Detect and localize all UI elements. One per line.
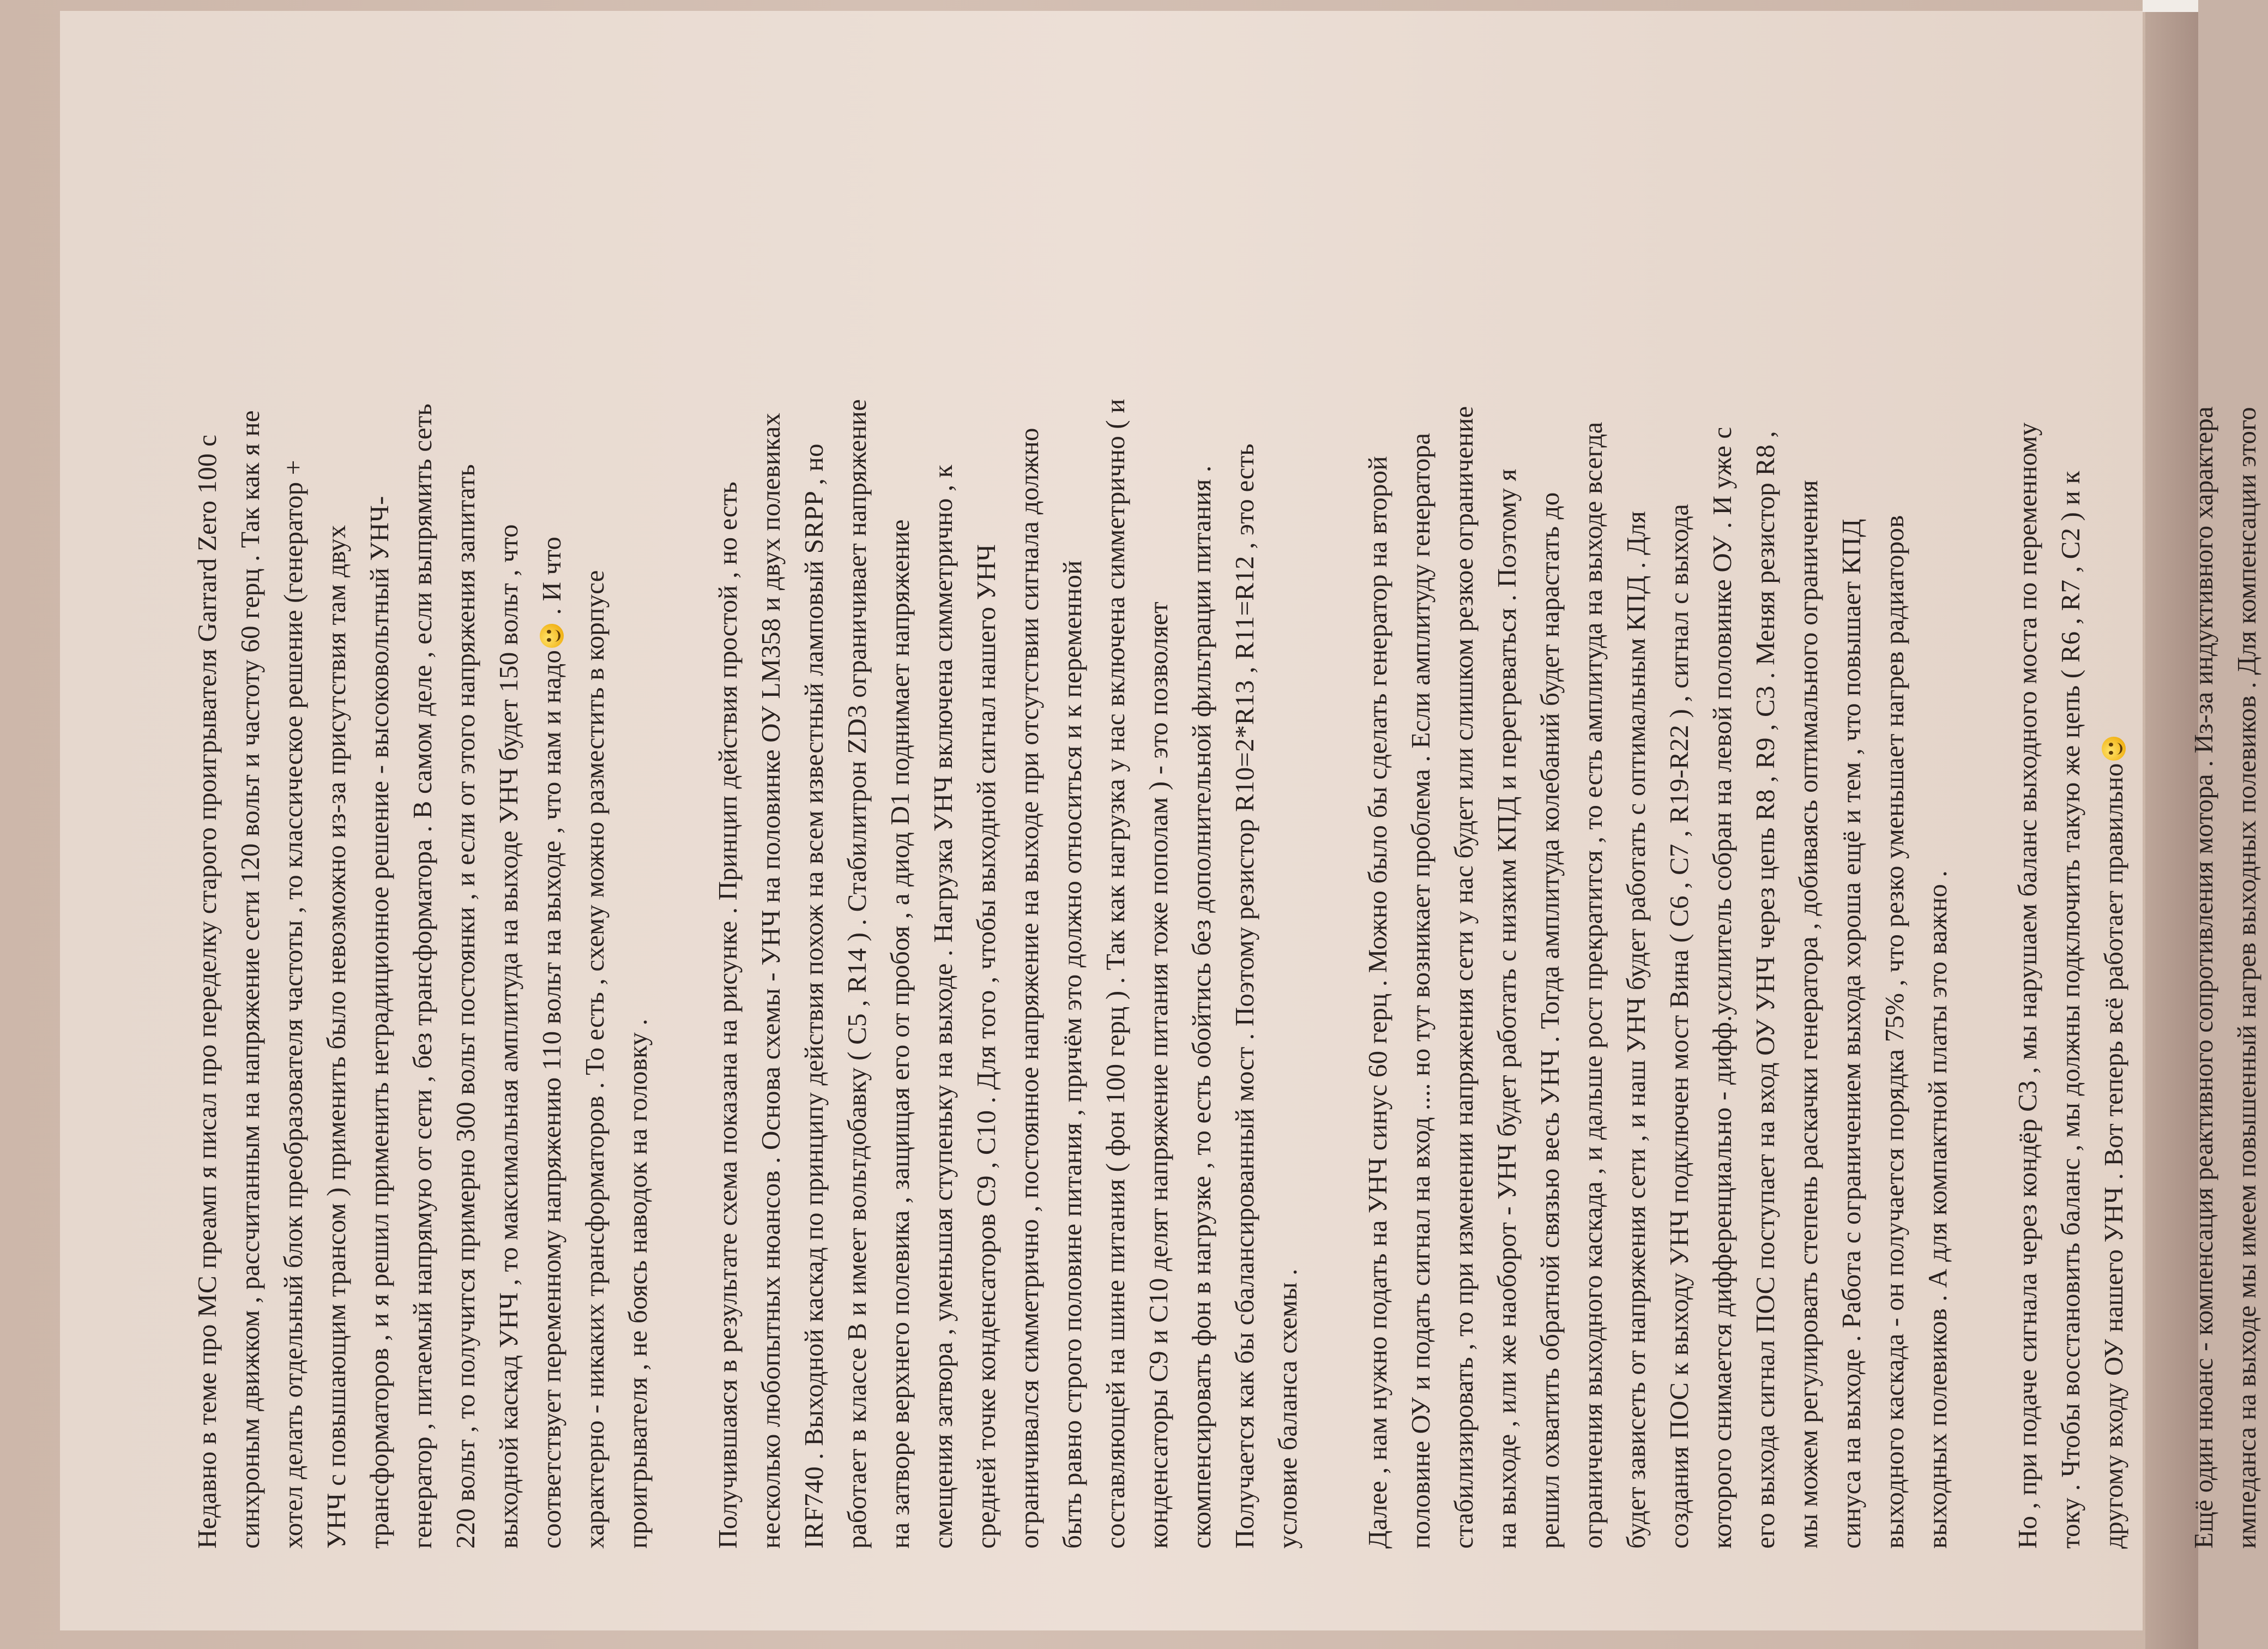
paragraph-4 (2006, 93, 2135, 1549)
document-page (60, 11, 2261, 1630)
paragraph-1-text: Недавно в теме про МС преамп я писал про переделку старого проигрывателя Garrard Zero 100 с синхроным движком , рассчитанным на напряжение сети 120 вольт и частоту 60 герц . Так как я не хотел делать отдельный блок преобразователя частоты , то классическое решение (генератор + УНЧ с повышающим трансом ) применить было невозможно из-за присутствия там двух трансформаторов , и я решил применить нетрадиционное решение - высоковольтный УНЧ- генератор , питаемый напрямую от сети , без трансформатора . В самом деле , если выпрямить сеть 220 вольт , то получится примерно 300 вольт постоянки , и если от этого напряжения запитать выходной каскад УНЧ , то максимальная амплитуда на выходе УНЧ будет 150 вольт , что соответствует переменному напряжению 110 вольт на выходе , что нам и надо (192, 403, 566, 1549)
paragraph-1-tail: . И что характерно - никаких трансформаторов . То есть , схему можно разместить в корпусе проигрывателя , не боясь наводок на головку . (536, 537, 653, 1549)
paragraph-1 (185, 93, 659, 1549)
paragraph-5-text: Ещё один нюанс - компенсация реактивного сопротивления мотора . Из-за индуктивного характера импеданса на выходе мы имеем повышенный нагрев выходных полевиков . Для компенсации этого (2188, 406, 2261, 1549)
smiley-face-icon (540, 624, 564, 648)
smiley-face-icon (2102, 737, 2126, 761)
paragraph-2 (706, 93, 1309, 1549)
paragraph-3 (1356, 93, 1959, 1549)
paragraph-4-text: Но , при подаче сигнала через кондёр С3 , мы нарушаем баланс выходного моста по переменному току . Чтобы восстановить баланс , мы должны подключить такую же цепь ( R6 , R7 , С2 ) и к другому входу ОУ нашего УНЧ . Вот теперь всё работает правильно (2012, 422, 2128, 1549)
paragraph-5 (2182, 93, 2268, 1549)
paragraph-2-text: Получившаяся в результате схема показана на рисунке . Принцип действия простой , но есть несколько любопытных нюансов . Основа схемы - УНЧ на половинке ОУ LM358 и двух полевиках IRF740 . Выходной каскад по принципу действия похож на всем известный ламповый SRPP , но работает в классе В и имеет вольтдобавку ( С5 , R14 ) . Стабилитрон ZD3 ограничивает напряжение на затворе верхнего полевика , защищая его от пробоя , а диод D1 поднимает напряжение смещения затвора , уменьшая ступеньку на выходе . Нагрузка УНЧ включена симметрично , к средней точке конденсаторов С9 , С10 . Для того , чтобы выходной сигнал нашего УНЧ ограничивался симметрично , постоянное напряжение на выходе при отсутствии сигнала должно быть равно строго половине питания , причём это должно относиться и к переменной составляющей на шине питания ( фон 100 герц ) . Так как нагрузка у нас включена симметрично ( и конденсаторы С9 и С10 делят напряжение питания тоже пополам ) - это позволяет скомпенсировать фон в нагрузке , то есть обойтись без дополнительной фильтрации питания . Получается как бы сбалансированный мост . Поэтому резистор R10=2*R13 , R11=R12 , это есть условие баланса схемы . (713, 399, 1302, 1549)
paragraph-3-text: Далее , нам нужно подать на УНЧ синус 60 герц . Можно было бы сделать генератор на второй половине ОУ и подать сигнал на вход .... но тут возникает проблема . Если амплитуду генератора стабилизировать , то при изменении напряжения сети у нас будет или слишком резкое ограничение на выходе , или же наоборот - УНЧ будет работать с низким КПД и перегреваться . Поэтому я решил охватить обратной связью весь УНЧ . Тогда амплитуда колебаний будет нарастать до ограничения выходного каскада , и дальше рост прекратится , то есть амплитуда на выходе всегда будет зависеть от напряжения сети , и наш УНЧ будет работать с оптимальным КПД . Для создания ПОС к выходу УНЧ подключен мост Вина ( С6 , С7 , R19-R22 ) , сигнал с выхода которого снимается дифференциально - дифф.усилитель собран на левой половинке ОУ . И уже с его выхода сигнал ПОС поступает на вход ОУ УНЧ через цепь R8 , R9 , С3 . Меняя резистор R8 , мы можем регулировать степень раскачки генератора , добиваясь оптимального ограничения синуса на выходе . Работа с ограничением выхода хороша ещё и тем , что повышает КПД выходного каскада - он получается порядка 75% , что резко уменьшает нагрев радиаторов выходных полевиков . А для компактной платы это важно . (1362, 406, 1952, 1549)
paper-corner (2143, 0, 2198, 12)
